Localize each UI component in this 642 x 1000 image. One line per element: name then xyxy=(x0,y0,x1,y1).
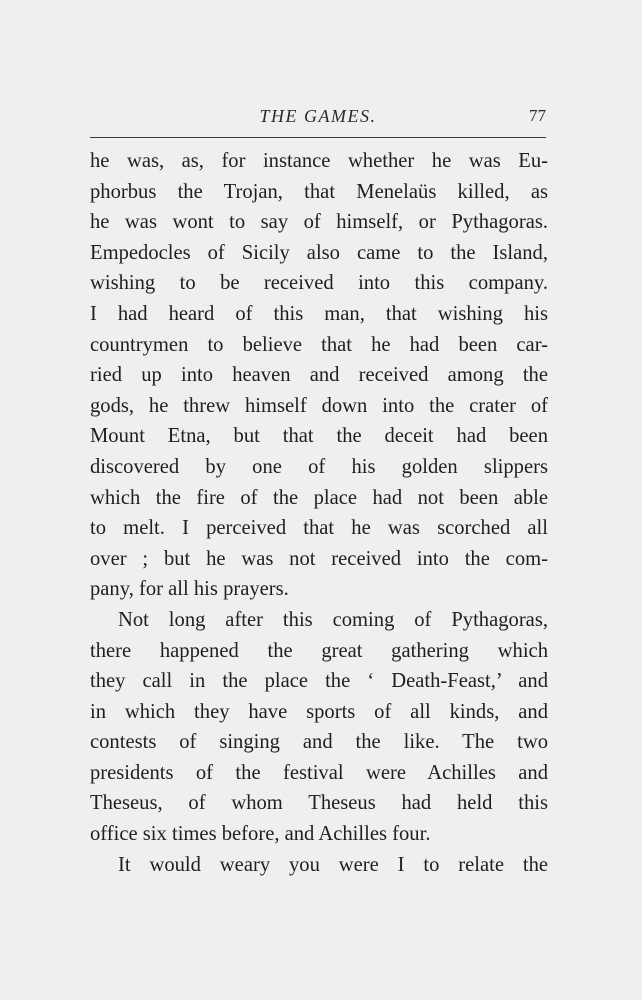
text-line: gods, he threw himself down into the crater of xyxy=(90,394,548,417)
text-line: ried up into heaven and received among the xyxy=(90,364,548,387)
running-head-title: THE GAMES. xyxy=(259,106,377,126)
text-line: I had heard of this man, that wishing his xyxy=(90,302,548,325)
paragraph-start-line: It would weary you were I to relate the xyxy=(118,853,548,876)
page-number: 77 xyxy=(529,106,546,125)
text-line: in which they have sports of all kinds, and xyxy=(90,700,548,723)
running-head xyxy=(90,106,546,130)
text-line: phorbus the Trojan, that Menelaüs killed, as xyxy=(90,180,548,203)
text-line: to melt. I perceived that he was scorched all xyxy=(90,517,548,540)
text-line: there happened the great gathering which xyxy=(90,639,548,662)
text-line: he was wont to say of himself, or Pythagoras. xyxy=(90,211,548,234)
header-rule xyxy=(90,137,546,138)
text-line: countrymen to believe that he had been car- xyxy=(90,333,548,356)
text-line: discovered by one of his golden slippers xyxy=(90,455,548,478)
text-line: which the fire of the place had not been able xyxy=(90,486,548,509)
text-line: presidents of the festival were Achilles and xyxy=(90,761,548,784)
text-line: Mount Etna, but that the deceit had been xyxy=(90,425,548,448)
text-line: Theseus, of whom Theseus had held this xyxy=(90,792,548,815)
paragraph-end-line: pany, for all his prayers. xyxy=(90,578,289,601)
text-line: they call in the place the ‘ Death-Feast,’ and xyxy=(90,670,548,693)
text-line: contests of singing and the like. The two xyxy=(90,731,548,754)
text-line: Empedocles of Sicily also came to the Island, xyxy=(90,241,548,264)
text-line: over ; but he was not received into the com- xyxy=(90,547,548,570)
paragraph-start-line: Not long after this coming of Pythagoras, xyxy=(118,608,548,631)
text-line: wishing to be received into this company. xyxy=(90,272,548,295)
text-line: he was, as, for instance whether he was Eu- xyxy=(90,150,548,172)
paragraph-end-line: office six times before, and Achilles four. xyxy=(90,823,431,846)
body-text xyxy=(90,146,548,880)
